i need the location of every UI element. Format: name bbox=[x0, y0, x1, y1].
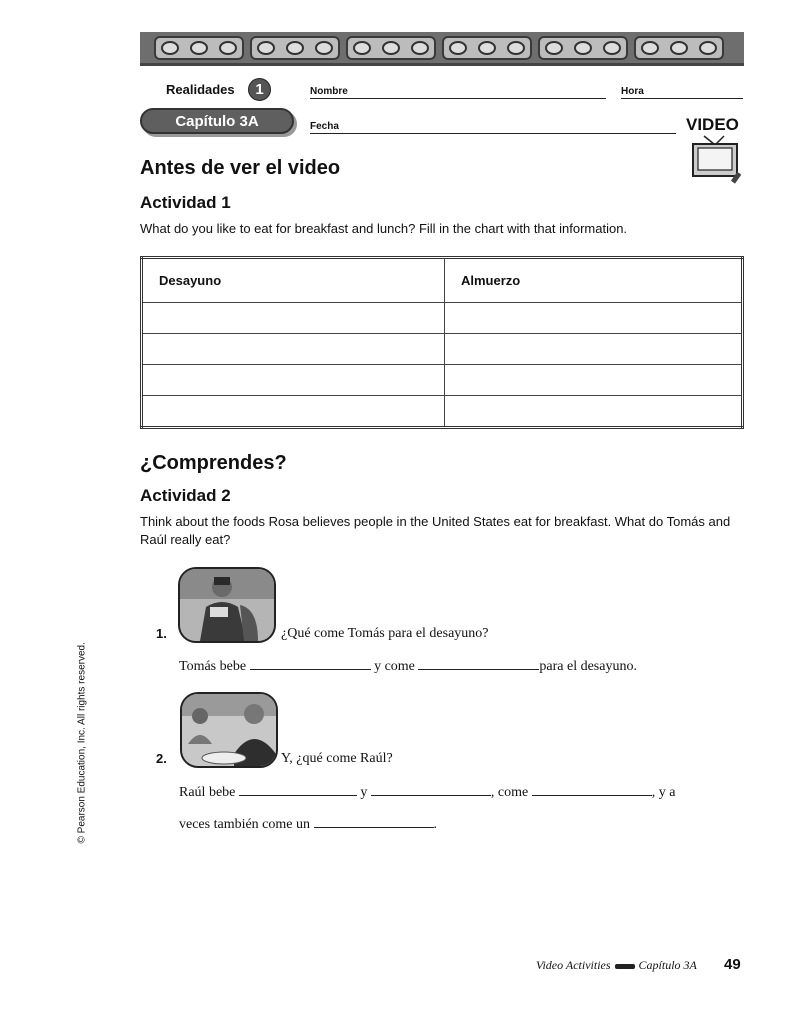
table-header-row bbox=[142, 258, 743, 303]
video-label: VIDEO bbox=[686, 115, 739, 134]
answer-blank[interactable] bbox=[371, 783, 491, 796]
answer-blank[interactable] bbox=[418, 657, 539, 670]
answer-blank[interactable] bbox=[532, 783, 652, 796]
answer-text: , y a bbox=[651, 785, 676, 800]
hour-field[interactable] bbox=[621, 97, 743, 99]
chapter-badge: Capítulo 3A bbox=[140, 108, 294, 134]
date-field[interactable] bbox=[310, 132, 676, 134]
tv-icon bbox=[690, 134, 746, 184]
level-badge: 1 bbox=[248, 78, 271, 101]
question-2-answer-line bbox=[179, 783, 675, 801]
question-1-number: 1. bbox=[156, 626, 167, 641]
table-row bbox=[142, 334, 743, 365]
dash-icon bbox=[615, 964, 635, 969]
answer-text: para el desayuno. bbox=[539, 659, 637, 674]
banner-ornament bbox=[154, 36, 244, 60]
footer-left: Video Activities bbox=[536, 958, 611, 972]
tomas-photo bbox=[178, 567, 276, 643]
copyright-notice: © Pearson Education, Inc. All rights reserved. bbox=[76, 642, 88, 844]
hour-label: Hora bbox=[621, 86, 644, 97]
table-row bbox=[142, 365, 743, 396]
banner-ornament bbox=[346, 36, 436, 60]
header-banner bbox=[140, 32, 744, 66]
series-title: Realidades bbox=[166, 82, 235, 97]
footer bbox=[536, 958, 697, 973]
answer-text: Raúl bebe bbox=[179, 785, 236, 800]
cell-desayuno[interactable] bbox=[142, 396, 445, 428]
question-1-text: ¿Qué come Tomás para el desayuno? bbox=[281, 626, 489, 641]
raul-photo bbox=[180, 692, 278, 768]
table-row bbox=[142, 303, 743, 334]
header-almuerzo: Almuerzo bbox=[445, 258, 743, 303]
banner-ornament bbox=[634, 36, 724, 60]
name-label: Nombre bbox=[310, 86, 348, 97]
cell-almuerzo[interactable] bbox=[445, 303, 743, 334]
food-chart bbox=[140, 256, 744, 429]
date-label: Fecha bbox=[310, 121, 339, 132]
answer-text: y bbox=[360, 785, 368, 800]
activity-2-title: Actividad 2 bbox=[140, 486, 231, 505]
cell-desayuno[interactable] bbox=[142, 365, 445, 396]
answer-text: veces también come un bbox=[179, 817, 311, 832]
question-2-text: Y, ¿qué come Raúl? bbox=[281, 751, 393, 766]
answer-blank[interactable] bbox=[239, 783, 357, 796]
name-field[interactable] bbox=[310, 97, 606, 99]
answer-text: Tomás bebe bbox=[179, 659, 247, 674]
activity-2-instructions: Think about the foods Rosa believes people in the United States eat for breakfast. What do Tomás and Raúl really eat? bbox=[140, 514, 731, 547]
banner-ornament bbox=[538, 36, 628, 60]
answer-text: . bbox=[433, 817, 438, 832]
header-desayuno: Desayuno bbox=[142, 258, 445, 303]
banner-ornament bbox=[250, 36, 340, 60]
question-2-number: 2. bbox=[156, 751, 167, 766]
question-1-answer-line bbox=[179, 657, 637, 675]
page-number: 49 bbox=[724, 956, 741, 973]
section-title-comprendes: ¿Comprendes? bbox=[140, 452, 287, 474]
cell-desayuno[interactable] bbox=[142, 334, 445, 365]
cell-almuerzo[interactable] bbox=[445, 396, 743, 428]
activity-1-instructions: What do you like to eat for breakfast and lunch? Fill in the chart with that information. bbox=[140, 221, 628, 236]
question-2-answer-line-2 bbox=[179, 815, 437, 833]
answer-blank[interactable] bbox=[250, 657, 371, 670]
answer-text: y come bbox=[374, 659, 415, 674]
activity-1-title: Actividad 1 bbox=[140, 193, 231, 212]
table-row bbox=[142, 396, 743, 428]
cell-almuerzo[interactable] bbox=[445, 334, 743, 365]
answer-text: , come bbox=[490, 785, 529, 800]
section-title-antes: Antes de ver el video bbox=[140, 157, 341, 179]
cell-almuerzo[interactable] bbox=[445, 365, 743, 396]
answer-blank[interactable] bbox=[314, 815, 434, 828]
cell-desayuno[interactable] bbox=[142, 303, 445, 334]
footer-right: Capítulo 3A bbox=[638, 958, 697, 972]
banner-ornament bbox=[442, 36, 532, 60]
